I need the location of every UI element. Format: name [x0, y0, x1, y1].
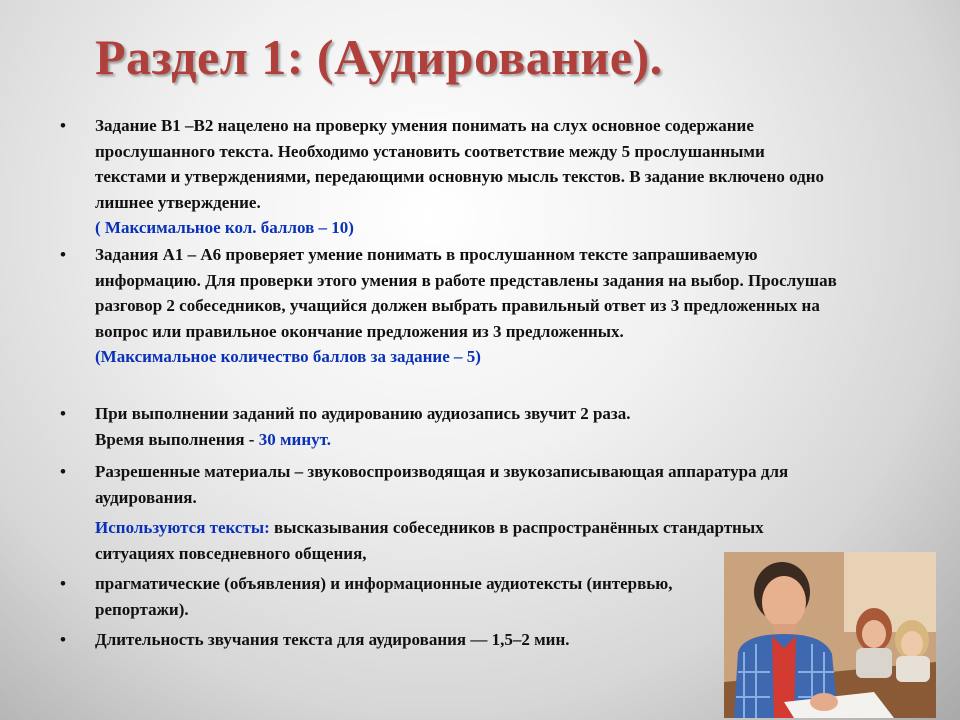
item-highlight: (Максимальное количество баллов за задание – 5): [95, 347, 481, 366]
list-item-materials: [95, 459, 840, 510]
texts-paragraph: [95, 515, 815, 566]
paragraph-text: высказывания собеседников в распространённых стандартных ситуациях повседневного общения,: [95, 518, 764, 563]
page-title: Раздел 1: (Аудирование).: [95, 29, 663, 85]
bullet: •: [60, 404, 66, 423]
item-text: Время выполнения -: [95, 429, 259, 449]
list-item-pragmatic: [95, 571, 715, 622]
item-text: Длительность звучания текста для аудирования — 1,5–2 мин.: [95, 630, 570, 649]
item-text: прагматические (объявления) и информационные аудиотексты (интервью, репортажи).: [95, 574, 673, 619]
bullet: •: [60, 462, 66, 481]
item-highlight: ( Максимальное кол. баллов – 10): [95, 218, 354, 237]
item-line: [95, 427, 840, 453]
bullet: •: [60, 630, 66, 649]
bullet: •: [60, 116, 66, 135]
item-text: Задания А1 – А6 проверяет умение понимать в прослушанном тексте запрашиваемую информацию. Для проверки этого умения в работе представлены задания на выбор. Прослушав разговор 2 собеседников, учащийся должен выбрать правильный ответ из 3 предложенных на вопрос или правильное окончание предложения из 3 предложенных.: [95, 245, 837, 341]
item-highlight: 30 минут.: [258, 429, 331, 449]
bullet: •: [60, 574, 66, 593]
students-photo: [724, 552, 936, 718]
students-photo-icon: [724, 552, 936, 718]
item-text: Задание В1 –В2 нацелено на проверку умения понимать на слух основное содержание прослушанного текста. Необходимо установить соответствие между 5 прослушанными текстами и утверждениями, передающими основную мысль текстов. В задание включено одно лишнее утверждение.: [95, 116, 825, 212]
paragraph-highlight: Используются тексты:: [95, 518, 270, 537]
item-line: При выполнении заданий по аудированию аудиозапись звучит 2 раза.: [95, 404, 631, 423]
list-item-duration: [95, 627, 715, 653]
list-item-audio: [95, 401, 840, 452]
list-item-a1-a6: [95, 242, 840, 370]
item-text: Разрешенные материалы – звуковоспроизводящая и звукозаписывающая аппаратура для аудирования.: [95, 462, 789, 507]
bullet: •: [60, 245, 66, 264]
list-item-b1-b2: [95, 113, 840, 241]
